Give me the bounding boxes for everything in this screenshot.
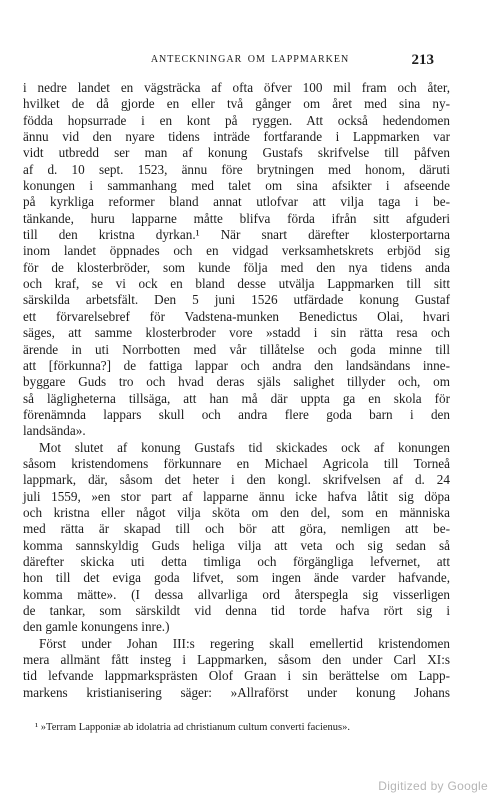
text-line: ärende in uti Norrbotten med vår tillåtelse och goda minne till (23, 341, 450, 357)
text-line: Mot slutet af konung Gustafs tid skickades ock af konungen (39, 439, 450, 455)
running-head: ANTECKNINGAR OM LAPPMARKEN (150, 54, 350, 65)
text-line: hon till det eviga goda lifvet, som ingen ände varder hafvande, (23, 570, 450, 586)
text-line: landsända». (23, 423, 86, 439)
text-line: säges, att samme klosterbroder vore »stadd i sin rätta resa och (23, 325, 450, 341)
text-line: så lägligheterna tillsäga, att han må där uppta ga en skola för (23, 390, 450, 406)
text-line: förenämnda lappars skull och andra flere goda barn i den (23, 406, 450, 422)
text-line: inom landet öppnades och en vidgad verksamhetskrets erbjöd sig (23, 243, 450, 259)
text-line: juli 1559, »en stor part af lapparne ännu icke hafva låtit sig döpa (23, 488, 450, 504)
text-line: hvilket de då gjorde en eller två gånger om året med sina ny- (23, 96, 450, 112)
text-line: mera allmänt fått insteg i Lappmarken, såsom den under Carl XI:s (23, 652, 450, 668)
text-line: att [förkunna?] de fattiga lappar och andra den landsändans inne- (23, 357, 450, 373)
text-line: särskilda arbetsfält. Den 5 juni 1526 utfärdade konung Gustaf (23, 292, 450, 308)
text-line: byggare Guds tro och hvad deras själs salighet tillyder och, om (23, 374, 450, 390)
text-line: tänkande, huru lapparne måtte blifva förda ifrån sitt afguderi (23, 210, 450, 226)
text-line: födda hopsurrade i en kont på ryggen. Att också hedendomen (23, 112, 450, 128)
text-line: till den kristna dyrkan.¹ När snart därefter klosterportarna (23, 227, 450, 243)
text-line: tid lefvande lappmarksprästen Olof Graan i sin berättelse om Lapp- (23, 668, 450, 684)
text-line: vidt utbredd ser man af konung Gustafs skrifvelse till påfven (23, 145, 450, 161)
text-line: på kyrkliga reformer bland annat utlofvar att vilja taga i be- (23, 194, 450, 210)
text-line: ett förvarelsebref för Vadstena-munken Benedictus Olai, hvari (23, 308, 450, 324)
text-line: och kristna eller något vilja sköta om den del, som en människa (23, 504, 450, 520)
text-line: såsom kristendomens förkunnare en Michael Agricola till Torneå (23, 455, 450, 471)
watermark: Digitized by Google (378, 779, 488, 793)
text-line: ännu vid den nyare tidens inträde fortfarande i Lappmarken var (23, 129, 450, 145)
text-line: Först under Johan III:s regering skall emellertid kristendomen (39, 635, 450, 651)
text-line: de tankar, som särskildt vid denna tid torde hafva rört sig i (23, 603, 450, 618)
text-line: och kraf, se vi ock en bland desse utvälja Lappmarken till sitt (23, 276, 450, 292)
text-line: komma mätte». (I dessa allvarliga ord återspegla sig visserligen (23, 586, 450, 602)
text-line: markens kristianisering säger: »Allraförst under konung Johans (23, 684, 450, 700)
text-line: den gamle konungens inre.) (23, 619, 170, 635)
text-line: för de klosterbröder, som kunde följa med den nya tidens anda (23, 259, 450, 275)
page-header (0, 52, 500, 72)
text-line: med rätta är skapad till och bör att göra, nemligen att be- (23, 521, 450, 537)
text-line: lappmark, där, såsom det heter i den kongl. skrifvelsen af d. 24 (23, 472, 450, 488)
footnote: ¹ »Terram Lapponiæ ab idolatria ad christianum cultum converti facienus». (35, 722, 350, 733)
text-line: i nedre landet en vägsträcka af ofta öfver 100 mil fram och åter, (23, 80, 450, 95)
text-line: konungen i sammanhang med talet om sina afsikter i afseende (23, 178, 450, 194)
text-line: därefter skicka uti detta timliga och förgängliga lefvernet, att (23, 553, 450, 569)
text-line: af d. 10 sept. 1523, ännu före brytningen med honom, däruti (23, 161, 450, 177)
page-number: 213 (411, 52, 434, 68)
text-line: komma sannskyldig Guds heliga vilja att veta och sig sedan så (23, 537, 450, 553)
body-text (23, 80, 450, 701)
